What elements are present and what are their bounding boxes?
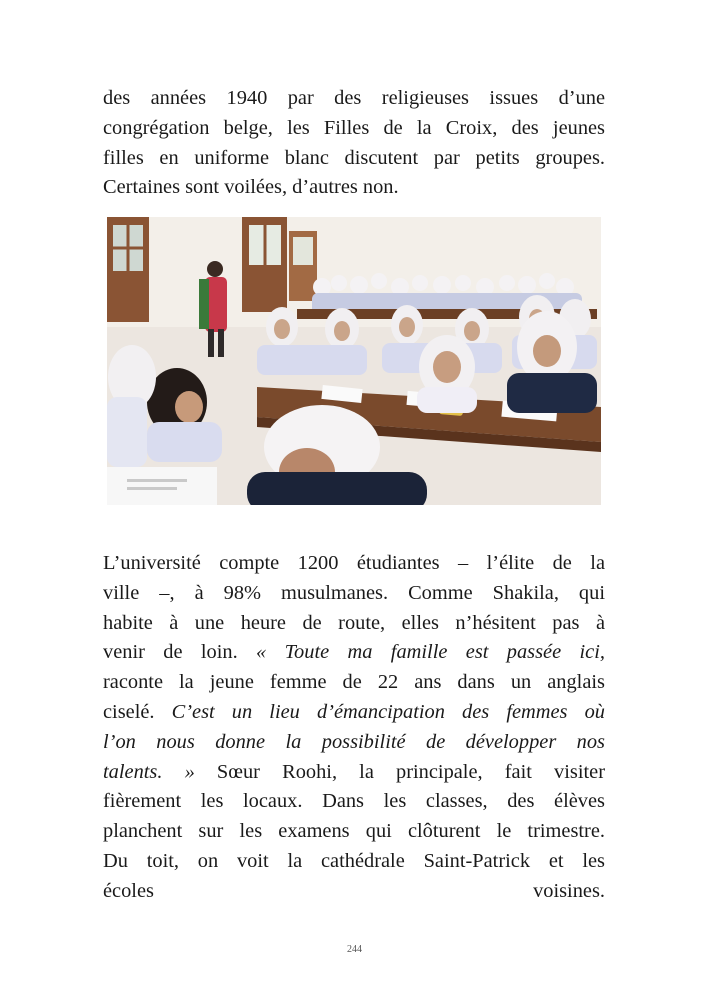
paragraph-bottom <box>103 549 605 907</box>
text-line: habite à une heure de route, elles n’hésitent pas à <box>103 611 605 634</box>
text-line: planchent sur les examens qui clôturent le trimestre. <box>103 820 605 843</box>
paragraph-top <box>103 84 605 203</box>
text-line: raconte la jeune femme de 22 ans dans un anglais <box>103 671 605 694</box>
quote-span: « Toute ma famille est passée ici, <box>256 641 605 664</box>
quote-span: l’on nous donne la possibilité de développer nos <box>103 730 605 753</box>
text-span: écoles <box>103 879 154 902</box>
quote-span: C’est un lieu d’émancipation des femmes où <box>171 700 605 723</box>
text-line: Du toit, on voit la cathédrale Saint-Patrick et les <box>103 849 605 872</box>
text-line: filles en uniforme blanc discutent par petits groupes. <box>103 146 605 169</box>
text-span: ciselé. <box>103 700 172 723</box>
text-line: ville –, à 98% musulmanes. Comme Shakila, qui <box>103 581 605 604</box>
text-line <box>103 728 605 758</box>
text-line: L’université compte 1200 étudiantes – l’élite de la <box>103 552 605 574</box>
text-line <box>103 698 605 728</box>
text-line <box>103 877 605 907</box>
text-line: congrégation belge, les Filles de la Croix, des jeunes <box>103 116 605 139</box>
text-line <box>103 638 605 668</box>
text-line <box>103 758 605 788</box>
text-span: voisines. <box>533 879 605 902</box>
classroom-photo <box>107 217 601 505</box>
page-number: 244 <box>347 944 362 955</box>
text-span: venir de loin. <box>103 641 257 664</box>
quote-span: talents. » <box>103 760 195 783</box>
text-line: fièrement les locaux. Dans les classes, des élèves <box>103 790 605 813</box>
text-line: des années 1940 par des religieuses issues d’une <box>103 87 605 109</box>
text-span: Sœur Roohi, la principale, fait visiter <box>194 760 606 783</box>
text-line: Certaines sont voilées, d’autres non. <box>103 176 399 199</box>
